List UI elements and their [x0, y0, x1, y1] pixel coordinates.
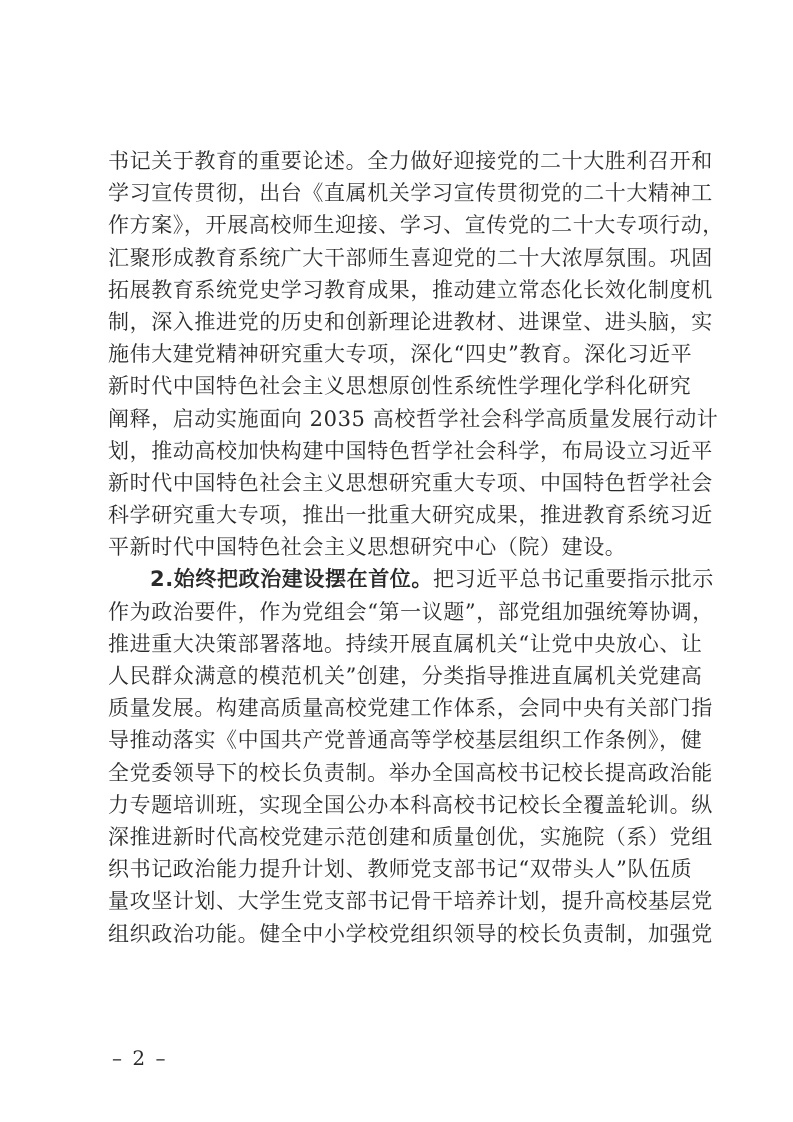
text-line: 力专题培训班，实现全国公办本科高校书记校长全覆盖轮训。纵 [108, 792, 713, 817]
text-line: 施伟大建党精神研究重大专项，深化“四史”教育。深化习近平 [108, 342, 693, 367]
text-line: 织书记政治能力提升计划、教师党支部书记“双带头人”队伍质 [108, 857, 693, 882]
heading-trailing-text: 把习近平总书记重要指示批示 [433, 567, 714, 592]
page-number: – 2 – [112, 1046, 168, 1070]
paragraph-2 [108, 563, 714, 949]
text-line: 作方案》，开展高校师生迎接、学习、宣传党的二十大专项行动， [108, 213, 724, 238]
text-line: 人民群众满意的模范机关”创建，分类指导推进直属机关党建高 [108, 664, 703, 688]
text-line: 导推动落实《中国共产党普通高等学校基层组织工作条例》，健 [108, 728, 703, 753]
paragraph-1 [108, 145, 724, 563]
text-line: 制，深入推进党的历史和创新理论进教材、进课堂、进头脑，实 [108, 309, 713, 334]
text-line: 平新时代中国特色社会主义思想研究中心（院）建设。 [108, 535, 627, 560]
text-line: 组织政治功能。健全中小学校党组织领导的校长负责制，加强党 [108, 921, 713, 946]
text-line: 科学研究重大专项，推出一批重大研究成果，推进教育系统习近 [108, 503, 713, 528]
text-line: 质量发展。构建高质量高校党建工作体系，会同中央有关部门指 [108, 696, 713, 721]
text-line: 全党委领导下的校长负责制。举办全国高校书记校长提高政治能 [108, 760, 713, 785]
text-line: 汇聚形成教育系统广大干部师生喜迎党的二十大浓厚氛围。巩固 [108, 245, 713, 270]
section-heading: 2.始终把政治建设摆在首位。 [150, 567, 433, 592]
text-line-first [108, 563, 714, 595]
text-line: 划，推动高校加快构建中国特色哲学社会科学，布局设立习近平 [108, 438, 713, 463]
text-line: 学习宣传贯彻，出台《直属机关学习宣传贯彻党的二十大精神工 [108, 181, 713, 206]
text-line: 阐释，启动实施面向 2035 高校哲学社会科学高质量发展行动计 [108, 406, 719, 431]
text-line: 深推进新时代高校党建示范创建和质量创优，实施院（系）党组 [108, 824, 713, 849]
text-line: 书记关于教育的重要论述。全力做好迎接党的二十大胜利召开和 [108, 149, 713, 173]
text-line: 量攻坚计划、大学生党支部书记骨干培养计划，提升高校基层党 [108, 889, 713, 914]
text-line: 新时代中国特色社会主义思想原创性系统性学理化学科化研究 [108, 374, 692, 399]
text-line: 新时代中国特色社会主义思想研究重大专项、中国特色哲学社会 [108, 470, 713, 495]
body-text [108, 145, 724, 950]
text-line: 推进重大决策部署落地。持续开展直属机关“让党中央放心、让 [108, 631, 703, 656]
text-line: 拓展教育系统党史学习教育成果，推动建立常态化长效化制度机 [108, 277, 713, 302]
text-line: 作为政治要件，作为党组会“第一议题”，部党组加强统筹协调， [108, 599, 714, 624]
